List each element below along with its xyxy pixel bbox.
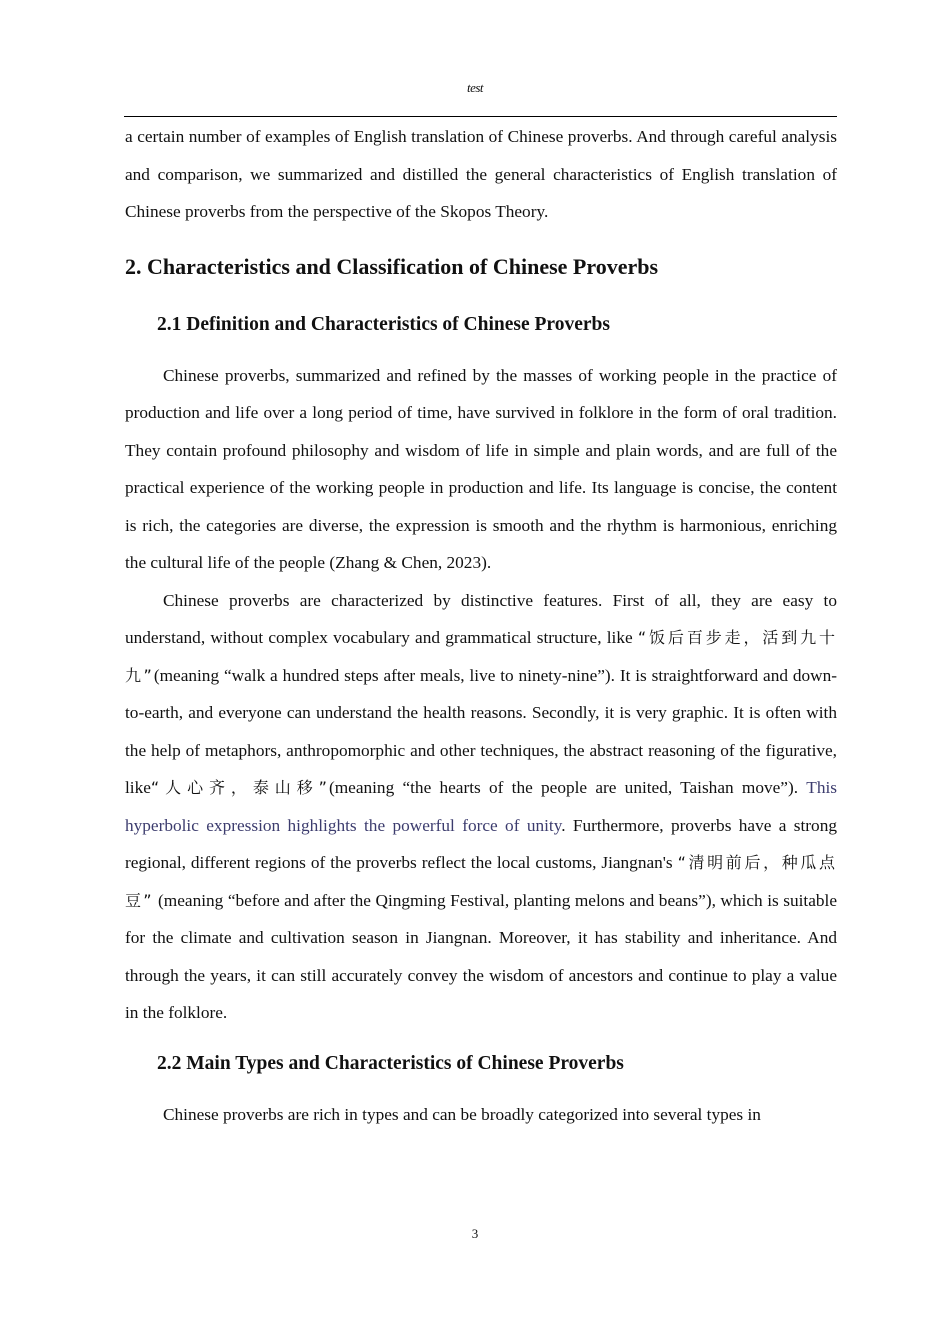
subsection-heading-2-1: 2.1 Definition and Characteristics of Chinese Proverbs bbox=[157, 313, 610, 335]
section-heading-2: 2. Characteristics and Classification of Chinese Proverbs bbox=[125, 253, 659, 279]
types-paragraph: Chinese proverbs are rich in types and can be broadly categorized into several types in bbox=[163, 1104, 761, 1124]
header-divider bbox=[124, 116, 837, 117]
paragraph-text: (meaning “the hearts of the people are united, Taishan move”). bbox=[328, 778, 807, 797]
highlighted-text: This hyperbolic expression highlights the powerful force of unity bbox=[125, 778, 837, 835]
chinese-proverb-text: “人心齐，泰山移” bbox=[150, 778, 329, 797]
paragraph-text: (meaning “before and after the Qingming Festival, planting melons and beans”), which is suitable for the climate and cultivation season in Jiangnan. Moreover, it has stability and inheritance. And through the years, it can still accurately convey the wisdom of ancestors and continue to play a value in the folklore. bbox=[125, 890, 838, 1022]
paragraph-text: (meaning “walk a hundred steps after meals, live to ninety-nine”). It is straightforward and down-to-earth, and everyone can understand the health reasons. Secondly, it is very graphic. It is often with the help of metaphors, anthropomorphic and other techniques, the abstract reasoning of the figurative, like bbox=[125, 665, 837, 797]
characteristics-paragraph bbox=[125, 582, 837, 1032]
paragraph-text: Chinese proverbs are characterized by distinctive features. First of all, they are easy to understand, without complex vocabulary and grammatical structure, like bbox=[125, 590, 837, 647]
chinese-proverb-text: “清明前后，种瓜点豆” bbox=[125, 853, 838, 910]
page-number: 3 bbox=[471, 1226, 479, 1241]
page-body bbox=[125, 118, 837, 1133]
intro-paragraph: a certain number of examples of English translation of Chinese proverbs. And through careful analysis and comparison, we summarized and distilled the general characteristics of English translation of Chinese proverbs from the perspective of the Skopos Theory. bbox=[125, 127, 837, 221]
chinese-proverb-text: “饭后百步走，活到九十九” bbox=[125, 628, 837, 685]
definition-paragraph: Chinese proverbs, summarized and refined by the masses of working people in the practice of production and life over a long period of time, have survived in folklore in the form of oral tradition. They contain profound philosophy and wisdom of life in simple and plain words, and are full of the practical experience of the working people in production and life. Its language is concise, the content is rich, the categories are diverse, the expression is smooth and the rhythm is harmonious, enriching the cultural life of the people (Zhang & Chen, 2023). bbox=[125, 365, 837, 572]
subsection-heading-2-2: 2.2 Main Types and Characteristics of Chinese Proverbs bbox=[157, 1052, 624, 1074]
paragraph-text: . Furthermore, proverbs have a strong regional, different regions of the proverbs reflect the local customs, Jiangnan's bbox=[125, 815, 837, 872]
running-header: test bbox=[466, 80, 484, 95]
